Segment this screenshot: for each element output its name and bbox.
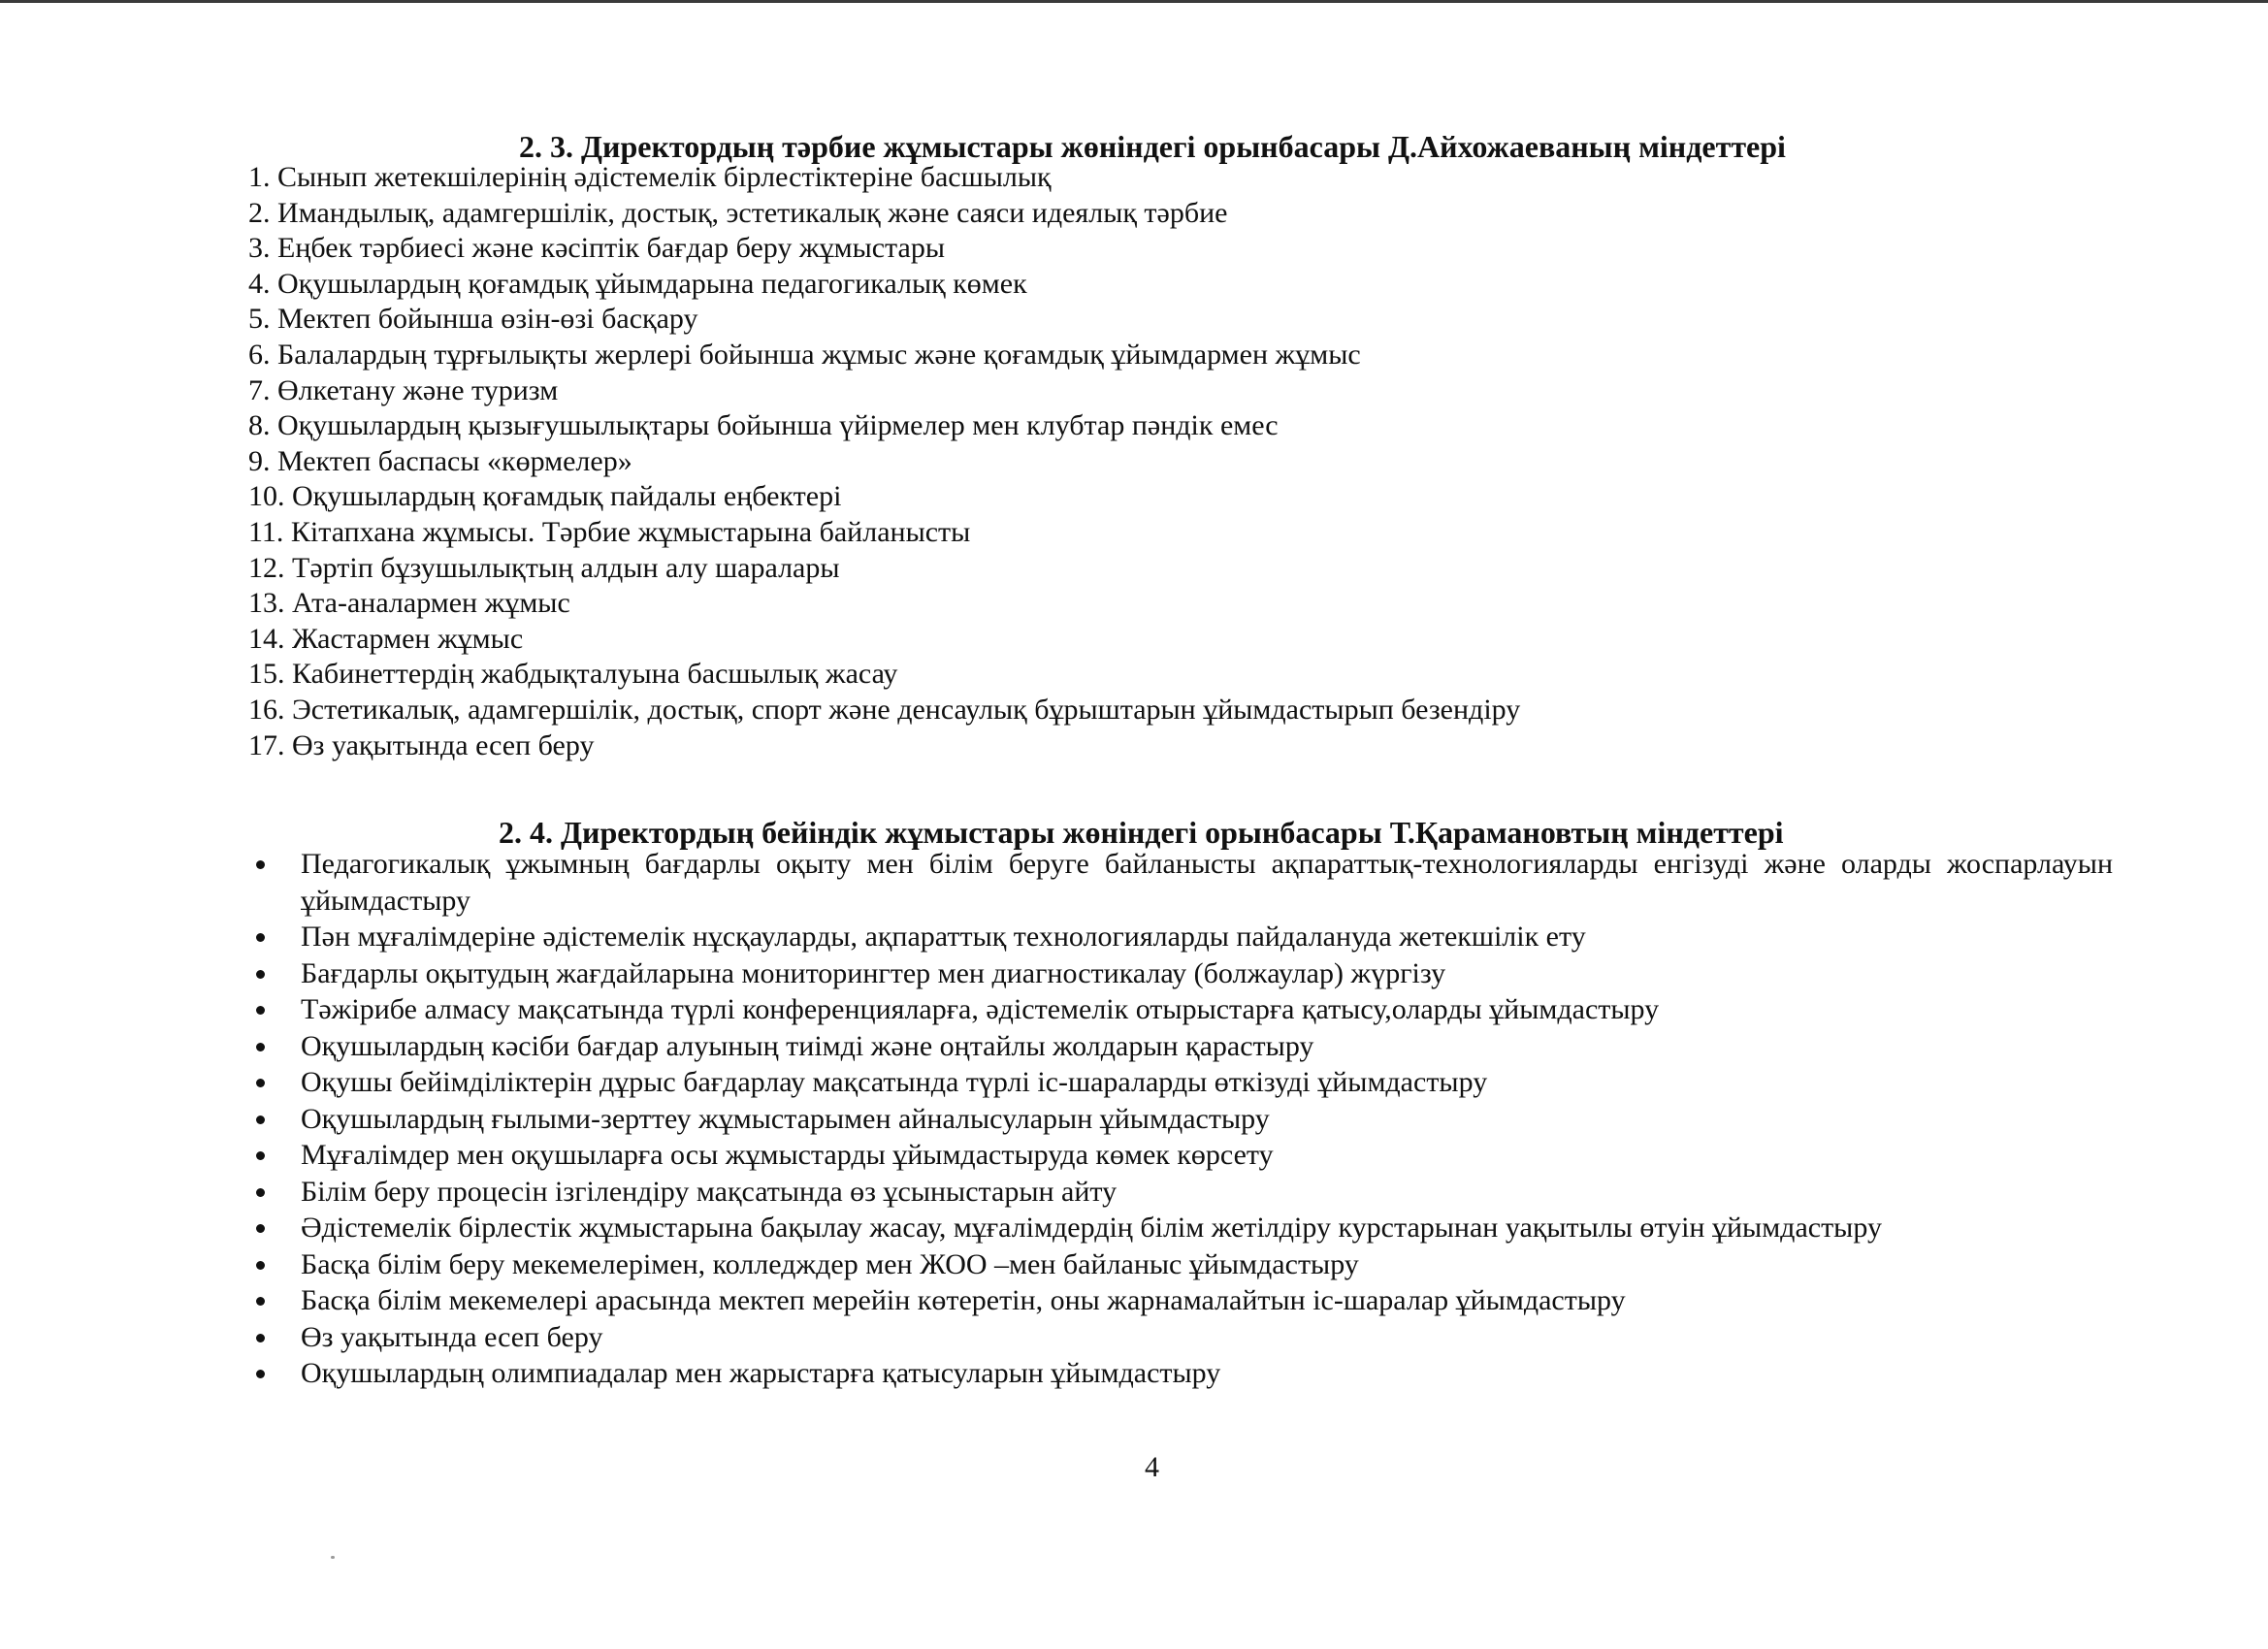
bullet-icon [256, 1188, 265, 1197]
list-item [250, 919, 2113, 955]
upbringing-duties-list [248, 160, 1520, 763]
list-item [250, 1319, 2113, 1356]
bullet-icon [256, 970, 265, 979]
list-item: 12. Тәртіп бұзушылықтың алдын алу шаралары [248, 551, 840, 584]
bullet-icon [256, 1261, 265, 1270]
list-item-text: Оқушы бейімділіктерін дұрыс бағдарлау мақсатында түрлі іс-шараларды өткізуді ұйымдастыру [301, 1066, 1488, 1098]
list-item-text: Педагогикалық ұжымның бағдарлы оқыту мен білім беруге байланысты ақпараттық-технологияларды енгізуді және оларды жоспарлауын ұйымдастыру [301, 848, 2113, 917]
bullet-icon [256, 1006, 265, 1015]
list-item: 15. Кабинеттердің жабдықталуына басшылық жасау [248, 658, 898, 691]
list-item: 4. Оқушылардың қоғамдық ұйымдарына педагогикалық көмек [248, 267, 1027, 300]
list-item: 7. Өлкетану және туризм [248, 373, 559, 406]
list-item: 9. Мектеп баспасы «көрмелер» [248, 444, 632, 477]
bullet-icon [256, 933, 265, 942]
page-number: 4 [1145, 1451, 1159, 1483]
list-item: 3. Еңбек тәрбиесі және кәсіптік бағдар беру жұмыстары [248, 232, 946, 265]
profile-duties-list [250, 846, 2113, 1392]
list-item [250, 1210, 2113, 1246]
list-item-text: Оқушылардың кәсіби бағдар алуының тиімді және оңтайлы жолдарын қарастыру [301, 1029, 1314, 1062]
list-item: 2. Имандылық, адамгершілік, достық, эстетикалық және саяси идеялық тәрбие [248, 196, 1228, 229]
list-item [250, 1101, 2113, 1138]
bullet-icon [256, 1116, 265, 1124]
scan-speck [331, 1556, 335, 1559]
list-item [250, 1246, 2113, 1283]
list-item: 8. Оқушылардың қызығушылықтары бойынша үйірмелер мен клубтар пәндік емес [248, 409, 1279, 442]
list-item-text: Тәжірибе алмасу мақсатында түрлі конференцияларға, әдістемелік отырыстарға қатысу,оларды ұйымдастыру [301, 993, 1660, 1025]
list-item: 13. Ата-аналармен жұмыс [248, 587, 570, 620]
list-item: 16. Эстетикалық, адамгершілік, достық, спорт және денсаулық бұрыштарын ұйымдастырып безендіру [248, 693, 1521, 726]
section-title-deputy-upbringing: 2. 3. Директордың тәрбие жұмыстары жөніндегі орынбасары Д.Айхожаеваның міндеттері [519, 129, 1786, 164]
list-item [250, 1064, 2113, 1101]
list-item-text: Өз уақытында есеп беру [301, 1320, 603, 1353]
list-item-text: Әдістемелік бірлестік жұмыстарына бақылау жасау, мұғалімдердің білім жетілдіру курстарынан уақытылы өтуін ұйымдастыру [301, 1212, 1882, 1244]
list-item [250, 1174, 2113, 1211]
list-item-text: Бағдарлы оқытудың жағдайларына мониторингтер мен диагностикалау (болжаулар) жүргізу [301, 956, 1446, 989]
list-item-text: Пән мұғалімдеріне әдістемелік нұсқауларды, ақпараттық технологияларды пайдалануда жетекшілік ету [301, 921, 1586, 953]
bullet-icon [256, 1151, 265, 1160]
list-item-text: Басқа білім беру мекемелерімен, колледждер мен ЖОО –мен байланыс ұйымдастыру [301, 1247, 1359, 1280]
list-item: 17. Өз уақытында есеп беру [248, 728, 595, 761]
list-item [250, 955, 2113, 992]
bullet-icon [256, 1334, 265, 1342]
list-item: 11. Кітапхана жұмысы. Тәрбие жұмыстарына байланысты [248, 515, 971, 548]
list-item: 6. Балалардың тұрғылықты жерлері бойынша жұмыс және қоғамдық ұйымдармен жұмыс [248, 338, 1361, 371]
list-item [250, 1137, 2113, 1174]
list-item-text: Оқушылардың ғылыми-зерттеу жұмыстарымен айналысуларын ұйымдастыру [301, 1102, 1270, 1135]
bullet-icon [256, 1043, 265, 1051]
list-item: 5. Мектеп бойынша өзін-өзі басқару [248, 303, 698, 336]
list-item: 10. Оқушылардың қоғамдық пайдалы еңбектері [248, 480, 842, 513]
bullet-icon [256, 1370, 265, 1378]
bullet-icon [256, 1224, 265, 1233]
list-item-text: Басқа білім мекемелері арасында мектеп мерейін көтеретін, оны жарнамалайтын іс-шаралар ұйымдастыру [301, 1284, 1626, 1316]
section-title-deputy-profile: 2. 4. Директордың бейіндік жұмыстары жөніндегі орынбасары Т.Қарамановтың міндеттері [499, 815, 1784, 850]
list-item [250, 991, 2113, 1028]
list-item: 14. Жастармен жұмыс [248, 622, 524, 655]
bullet-icon [256, 1079, 265, 1087]
list-item [250, 1282, 2113, 1319]
bullet-icon [256, 1297, 265, 1306]
list-item-text: Мұғалімдер мен оқушыларға осы жұмыстарды ұйымдастыруда көмек көрсету [301, 1139, 1274, 1171]
bullet-icon [256, 860, 265, 869]
list-item-text: Білім беру процесін ізгілендіру мақсатында өз ұсыныстарын айту [301, 1175, 1118, 1208]
list-item [250, 1028, 2113, 1065]
list-item: 1. Сынып жетекшілерінің әдістемелік бірлестіктеріне басшылық [248, 161, 1052, 193]
list-item [250, 846, 2113, 919]
list-item [250, 1355, 2113, 1392]
list-item-text: Оқушылардың олимпиадалар мен жарыстарға қатысуларын ұйымдастыру [301, 1357, 1221, 1389]
